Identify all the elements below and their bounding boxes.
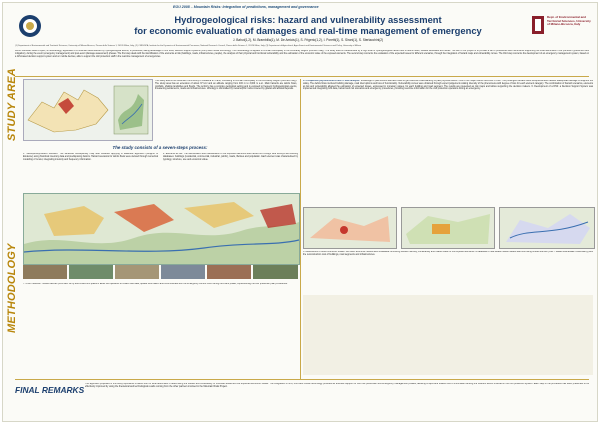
methodology-notes xyxy=(23,283,298,373)
risk-analysis-heading: 4. Prospective physical effects and 5. Risk analysis: xyxy=(303,80,361,82)
dss-panel xyxy=(303,295,593,375)
photo-strip xyxy=(23,265,298,279)
egu-logo xyxy=(17,13,43,39)
field-photo xyxy=(69,265,113,279)
university-logo xyxy=(531,13,591,39)
hazard-map xyxy=(23,193,300,265)
study-area-label: STUDY AREA xyxy=(6,68,18,141)
divider xyxy=(15,379,589,380)
abstract: Within Mountain Risks Project, a methodology, applicable to a mountain area affected by hydrogeological events, is presented, taking advantage of GIS tools, decision support systems (DSS) and mobile technology. The methodology is applied to a small municipality in the Lombardy Region (Northern Italy). The study area is characterised by a high level of hydrogeological hazard due to debris flows, shallow landslides and floods. The aim of the project is to provide a set of procedures and instruments supporting the local authorities in the pre-event (prevention and mitigation), during the event (emergency management) and post-event (damage assessment) phases. The first step deals with the identification of the elements at risk (buildings, roads, infrastructures, people), the analysis of their physical and functional vulnerability and the estimation of the economic value of the exposed elements. The second step concerns the evaluation of the expected losses for different scenarios, through the integration of hazard maps and vulnerability curves. The third step concerns the development of an emergency management system, based on a GIS-based decision support system and on mobile devices, able to support the civil protection staff in the real-time management of emergencies. xyxy=(15,50,589,58)
study-area-text: The study area is the Mountain Community of Valtellina di Tirano, consisting of a small municipality in the Lombardy Region (Northern Italy). The study area has an extension of about 37 km² and an altitude ranging from 400 m to 3,000 m a.s.l. Main hazards are debris flows, rockfalls, shallow landslides and floods. The territory has a complex geological setting and is exposed to frequent hydrogeological events, threatening settlements, roads and infrastructures. Lithology is dominated by metamorphic rocks covered by glacial and alluvial deposits. xyxy=(155,80,297,91)
authors: J. Bahut(1,2), M. Brambilla(1), M. De Amicis(1), S. Frigerio(1,2), I. Poretti(1), S. Sironi(1), S. Sterlacchini(2) xyxy=(232,38,384,42)
poster-title xyxy=(98,15,518,36)
column-divider xyxy=(300,79,301,379)
step-1-text: 1. Susceptibility/hazard scenario: The landslide susceptibility map was obtained applying a statistical approach (Weights of Evidence) using historical inventory data and predisposing factors. Hazard scenarios for debris flows were derived through numerical modelling of runout, integrating intensity and frequency information. xyxy=(23,153,158,161)
field-photo xyxy=(207,265,251,279)
final-remarks-text: The approach proposed in this study represents a useful tool for local authorities in determining the hazard and vulnerability of mountain areas and the expected economic losses. The integration of GIS, DSS and mobile technology provides an effective support for both the prevention and emergency management phases, allowing a rapid and shared flow of information among the different actors involved in the civil protection system. Each step of the procedure has been presented to be effectively improved by using the theoretical and technological results coming from the other partners involved in the Mountain Risks Project. xyxy=(85,383,589,388)
field-photo xyxy=(115,265,159,279)
methodology-label: METHODOLOGY xyxy=(6,243,18,333)
title-line-1: Hydrogeological risks: hazard and vulnerability assessment xyxy=(174,14,442,25)
field-photo xyxy=(161,265,205,279)
risk-map xyxy=(303,207,397,249)
title-line-2: for economic evaluation of damages and real-time management of emergency xyxy=(134,24,482,36)
risk-map xyxy=(499,207,595,249)
step-3-detail: A database of real estate market values was built using official sources (OMI – Italian Real Estate Observatory) and the reconstruction cost of buildings, road segments and infrastructures. xyxy=(303,251,593,256)
step-3-main: 3. Assessment of direct economic losses: the direct economic losses were evaluated combining hazard intensity, vulnerability and market value of the exposed elements. xyxy=(303,251,475,253)
step-3-text xyxy=(303,251,593,291)
affiliations: (1) Department of Environmental and Territorial Sciences, University of Milano-Bicocca, Piazza della Scienza 1, 20126 Milan, Italy; (2) CNR-IDPA, Institute for the Dynamics of Environmental Processes, National Research Council, Piazza della Scienza 1, 20126 Milan, Italy; (3) Department of Agricultural, Agro-Forest and Environmental Sciences and Policy, University of Milano xyxy=(15,45,362,47)
risk-maps xyxy=(303,207,593,247)
step-7-text: 7. Civil Protection: mobile devices (PDA with GPS) and a web-GIS platform allow the operators to collect field data, update information and communicate with the emergency control room during the event phase, implementing the civil protection plan procedures. xyxy=(23,283,288,285)
study-area-map xyxy=(23,79,153,141)
final-remarks-label: FINAL REMARKS xyxy=(15,385,85,395)
conference-line: EGU 2008 – Mountain Risks: Integration of predictions, management and governance xyxy=(173,5,319,9)
divider xyxy=(15,76,589,77)
step-2-text: 2. Elements at risk: The identification and classification of the exposed elements was carried out through field surveys and existing databases: buildings (residential, commercial, industrial, public), roads, lifelines and population. Each element was characterised by typology, structure, use and economic value. xyxy=(163,153,298,161)
risk-analysis-text xyxy=(303,80,593,204)
university-name: Dept. of Environmental and Territorial Sciences, University of Milano-Bicocca, Italy xyxy=(547,15,591,27)
field-photo xyxy=(23,265,67,279)
risk-analysis-body: knowledge of past events was also used to get effective understanding of past physical effects. One of the major events occurred in 1987: the prolonged rainfalls were exceptional and caused widespread damage throughout the valley. The debris flows involved building damage, road interruptions and loss of functionality. Vulnerability curves were obtained through expert judgement relating intensity of the phenomena with degree of loss for each element category. The combination of hazard scenarios, elements at risk and vulnerability allowed the estimation of expected losses, expressed in monetary values, for each building and road segment. The results are presented as risk maps and tables supporting the decision makers. 6. Development of a DSS: a Decision Support System was implemented integrating GIS data, hazard and risk scenarios and emergency procedures, providing real-time information for the civil protection operators during an emergency. xyxy=(303,80,593,91)
risk-map xyxy=(401,207,495,249)
field-photo xyxy=(253,265,298,279)
poster xyxy=(2,2,598,422)
steps-heading: The study consists of a seven-steps process: xyxy=(112,145,208,150)
